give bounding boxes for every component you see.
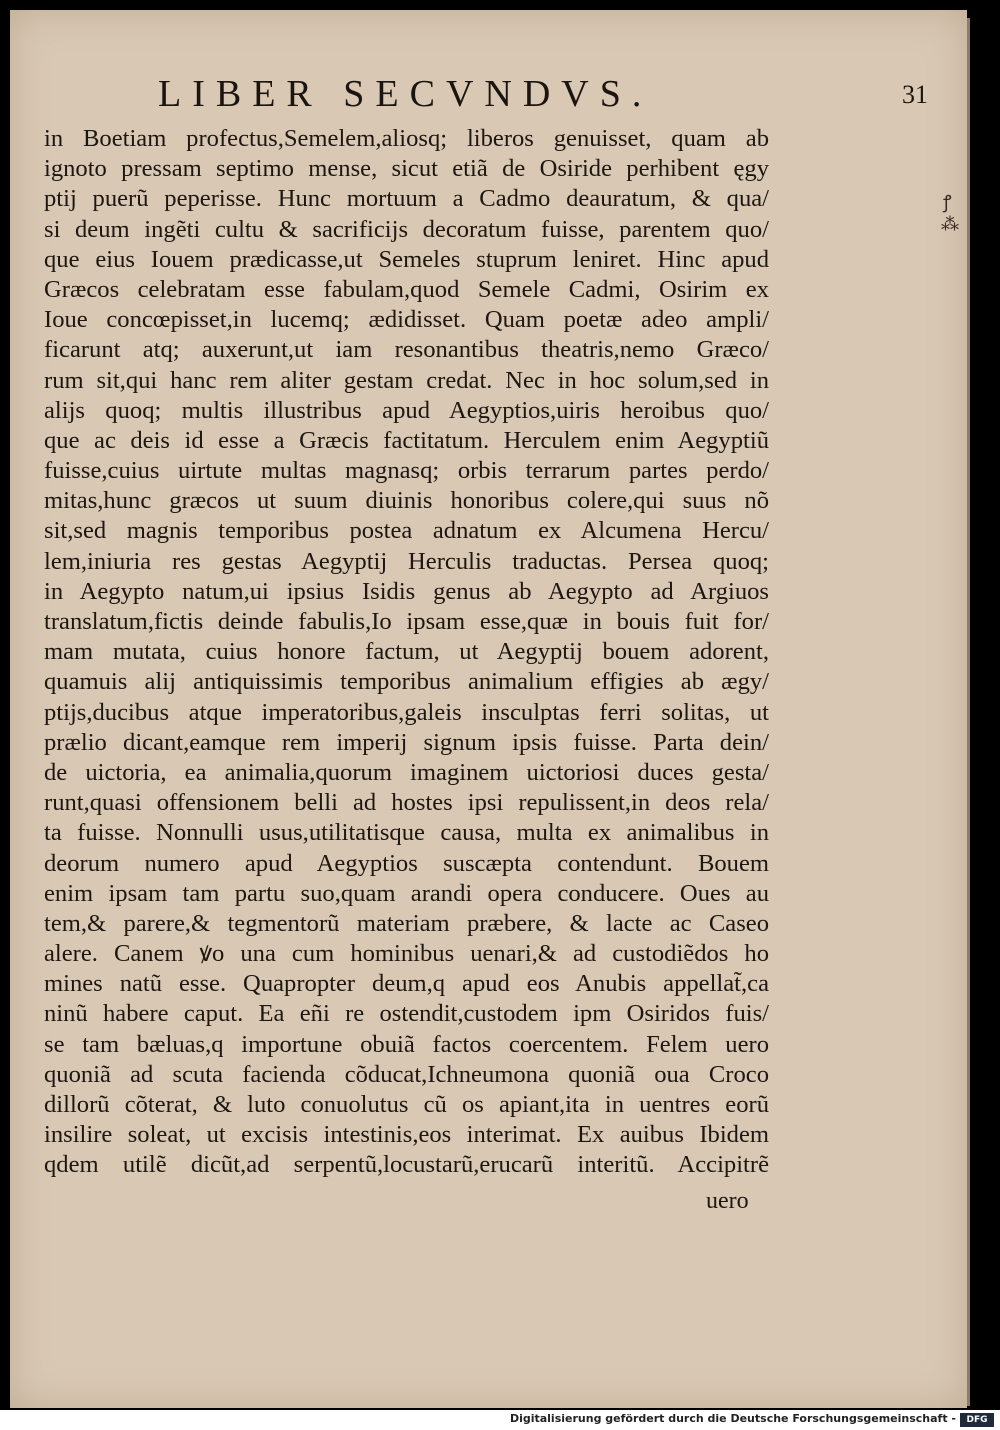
margin-mark-icon: ꝭ bbox=[943, 192, 952, 212]
dfg-logo: DFG bbox=[960, 1413, 994, 1427]
text-block bbox=[44, 124, 769, 1181]
text-line: de uictoria, ea animalia,quorum imaginem uictoriosi duces gesta/ bbox=[44, 758, 769, 786]
text-line: sit,sed magnis temporibus postea adnatum ex Alcumena Hercu/ bbox=[44, 517, 769, 545]
text-line: que ac deis id esse a Græcis factitatum. Herculem enim Aegyptiũ bbox=[44, 426, 769, 454]
text-line: mines natũ esse. Quapropter deum,q apud eos Anubis appellat̃,ca bbox=[44, 970, 769, 998]
text-line: mitas,hunc græcos ut suum diuinis honoribus colere,qui suus nõ bbox=[44, 487, 769, 515]
text-line: translatum,fictis deinde fabulis,Io ipsam esse,quæ in bouis fuit for/ bbox=[44, 608, 769, 635]
folio-number: 31 bbox=[902, 80, 928, 109]
running-head bbox=[10, 72, 967, 122]
text-line: insilire soleat, ut excisis intestinis,eos interimat. Ex auibus Ibidem bbox=[44, 1121, 769, 1149]
text-line: quamuis alij antiquissimis temporibus animalium effigies ab ægy/ bbox=[44, 668, 769, 696]
footer-credit: Digitalisierung gefördert durch die Deutsche Forschungsgemeinschaft - bbox=[509, 1412, 956, 1425]
text-line: tem,& parere,& tegmentorũ materiam præbere, & lacte ac Caseo bbox=[44, 909, 769, 937]
text-line: lem,iniuria res gestas Aegyptij Herculis traductas. Persea quoq; bbox=[44, 547, 769, 575]
catchword: uero bbox=[706, 1188, 749, 1214]
text-line: in Boetiam profectus,Semelem,aliosq; liberos genuisset, quam ab bbox=[44, 125, 769, 152]
text-line: fuisse,cuius uirtute multas magnasq; orbis terrarum partes perdo/ bbox=[44, 457, 769, 485]
text-line: dillorũ cõterat, & luto conuolutus cũ os apiant,ita in uentres eorũ bbox=[44, 1091, 769, 1118]
page-edge bbox=[967, 18, 970, 1406]
text-line: enim ipsam tam partu suo,quam arandi opera conducere. Oues au bbox=[44, 879, 769, 907]
text-line: ptijs,ducibus atque imperatoribus,galeis insculptas ferri solitas, ut bbox=[44, 698, 769, 726]
text-line: prælio dicant,eamque rem imperij signum ipsis fuisse. Parta dein/ bbox=[44, 728, 769, 756]
text-line: Græcos celebratam esse fabulam,quod Semele Cadmi, Osirim ex bbox=[44, 275, 769, 303]
text-line: ficarunt atq; auxerunt,ut iam resonantibus theatris,nemo Græco/ bbox=[44, 336, 769, 364]
text-line: rum sit,qui hanc rem aliter gestam credat. Nec in hoc solum,sed in bbox=[44, 366, 769, 394]
text-line: alere. Canem ꝟo una cum hominibus uenari,& ad custodiẽdos ho bbox=[44, 940, 769, 968]
margin-mark-icon: ⁂ bbox=[941, 214, 959, 234]
text-line: quoniã ad scuta facienda cõducat,Ichneumona quoniã oua Croco bbox=[44, 1060, 769, 1088]
book-page bbox=[10, 10, 967, 1408]
text-line: ptij puerũ peperisse. Hunc mortuum a Cadmo deauratum, & qua/ bbox=[44, 185, 769, 213]
text-line: si deum ingẽti cultu & sacrificijs decoratum fuisse, parentem quo/ bbox=[44, 215, 769, 243]
text-line: se tam bæluas,q importune obuiã factos coercentem. Felem uero bbox=[44, 1030, 769, 1058]
text-line: runt,quasi offensionem belli ad hostes ipsi repulissent,in deos rela/ bbox=[44, 789, 769, 817]
text-line: in Aegypto natum,ui ipsius Isidis genus ab Aegypto ad Argiuos bbox=[44, 577, 769, 605]
text-line: mam mutata, cuius honore factum, ut Aegyptij bouem adorent, bbox=[44, 638, 769, 666]
text-line: alijs quoq; multis illustribus apud Aegyptios,uiris heroibus quo/ bbox=[44, 396, 769, 424]
text-line: Ioue concœpisset,in lucemq; ædidisset. Quam poetæ adeo ampli/ bbox=[44, 306, 769, 334]
text-line: deorum numero apud Aegyptios suscæpta contendunt. Bouem bbox=[44, 849, 769, 877]
footer-bar bbox=[0, 1410, 1000, 1430]
text-line: ta fuisse. Nonnulli usus,utilitatisque causa, multa ex animalibus in bbox=[44, 819, 769, 847]
text-line: qdem utilẽ dicũt,ad serpentũ,locustarũ,erucarũ interitũ. Accipitrẽ bbox=[44, 1151, 769, 1179]
text-line: ignoto pressam septimo mense, sicut etiã de Osiride perhibent ęgy bbox=[44, 155, 769, 183]
running-title: LIBER SECVNDVS. bbox=[158, 73, 653, 115]
text-line: que eius Iouem prædicasse,ut Semeles stuprum leniret. Hinc apud bbox=[44, 245, 769, 273]
text-line: ninũ habere caput. Ea eñi re ostendit,custodem ipm Osiridos fuis/ bbox=[44, 1000, 769, 1028]
